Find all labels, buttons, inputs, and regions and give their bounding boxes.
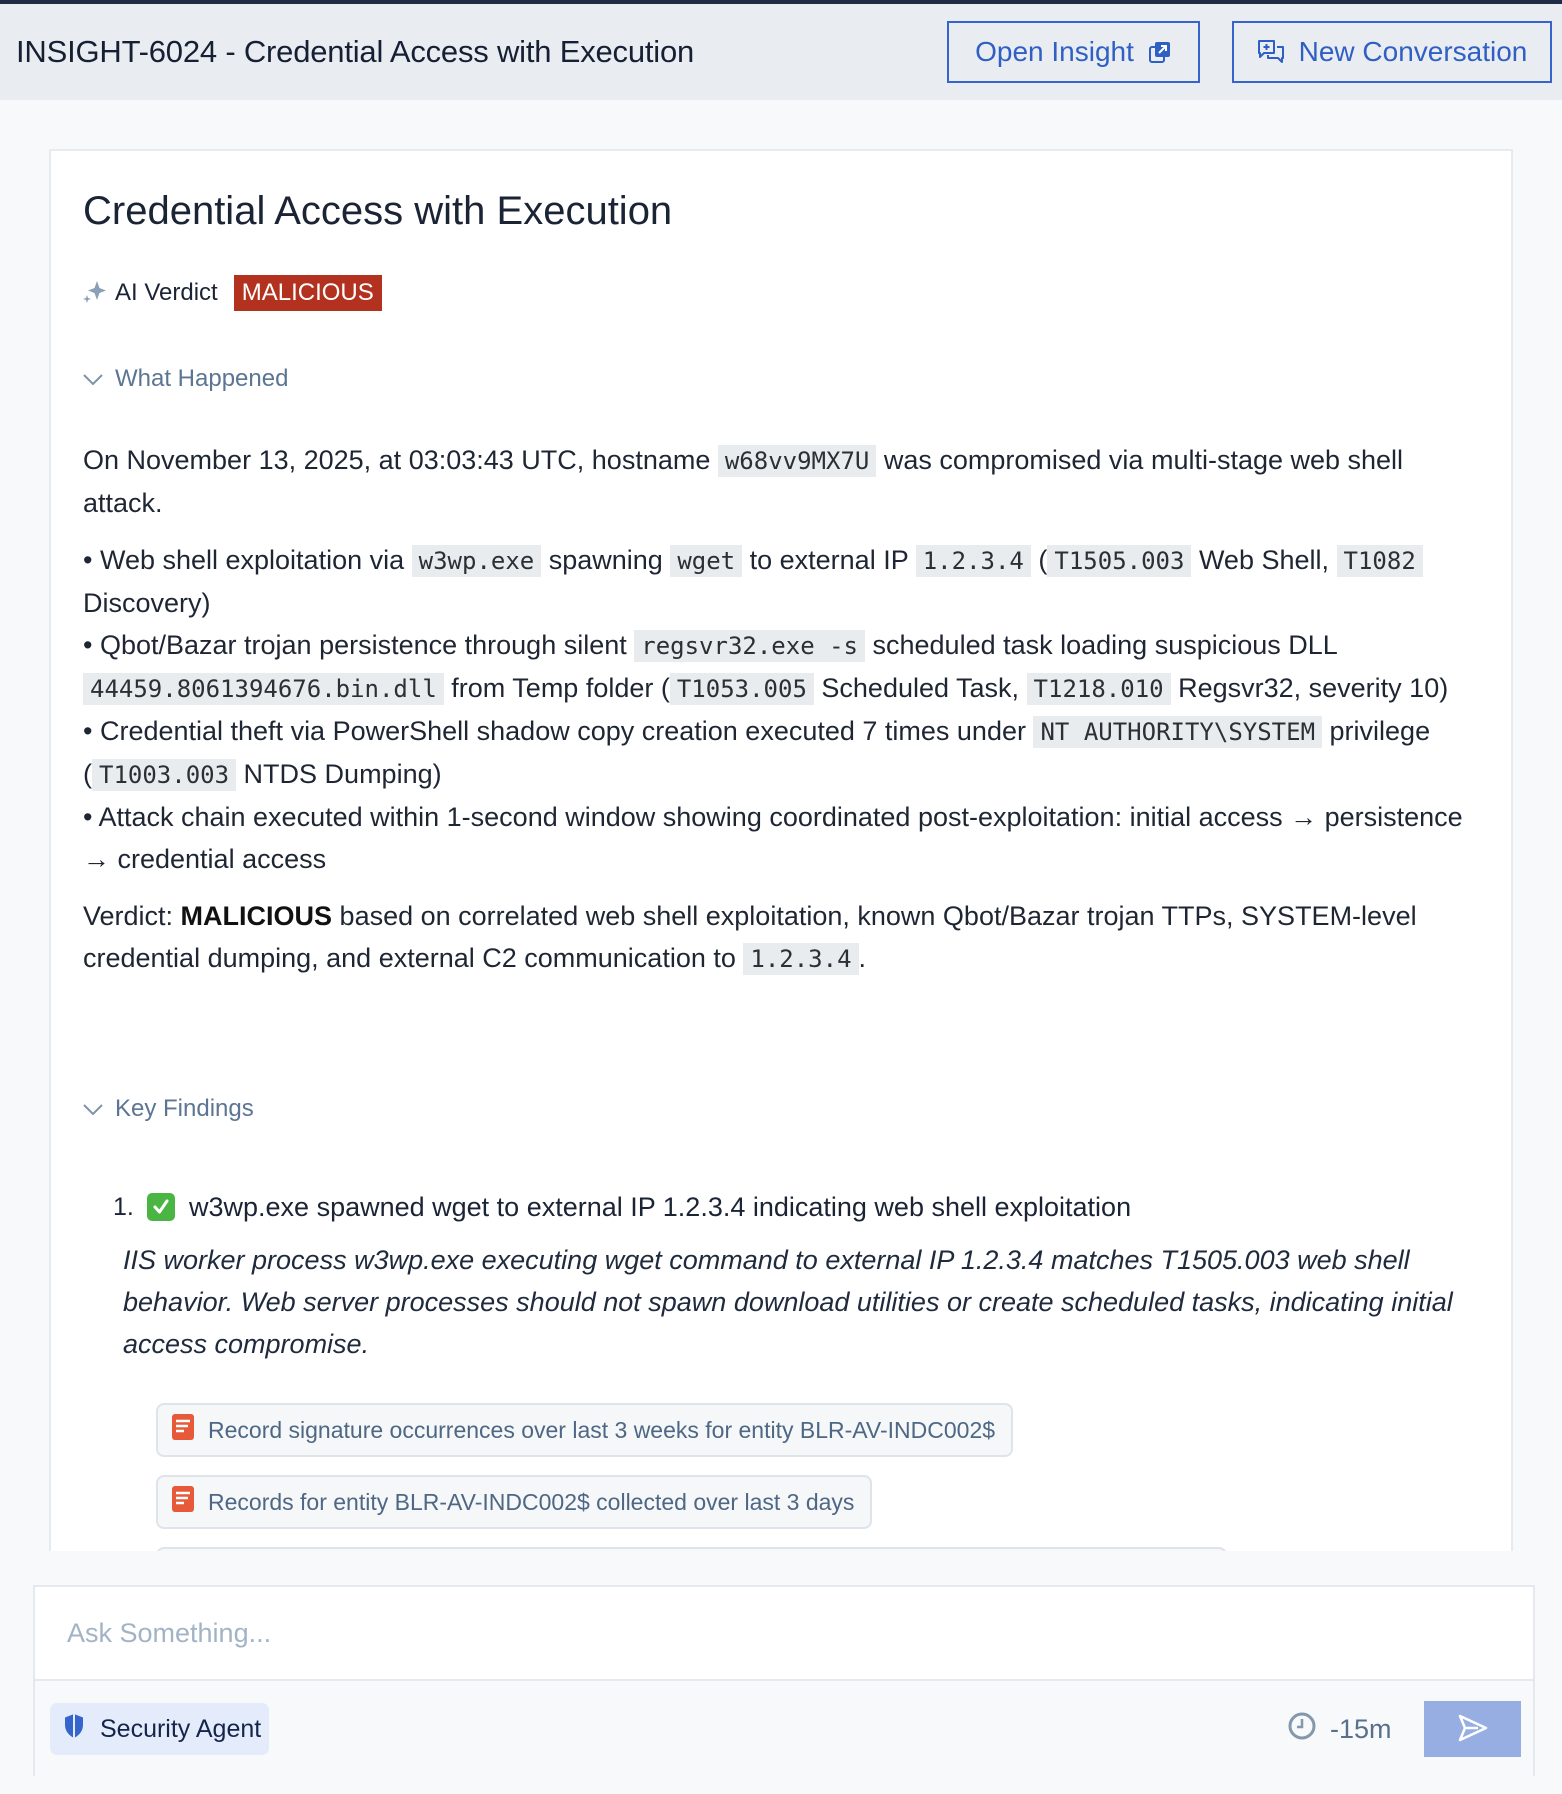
ask-input[interactable]: [35, 1587, 1533, 1679]
account-code: NT AUTHORITY\SYSTEM: [1033, 716, 1322, 748]
new-conversation-label: New Conversation: [1298, 36, 1528, 67]
text: spawning: [541, 545, 671, 575]
verdict-summary: [83, 895, 1483, 980]
text: Web Shell,: [1191, 545, 1337, 575]
technique-code: T1505.003: [1047, 545, 1191, 577]
ip-code: 1.2.3.4: [743, 943, 858, 975]
what-happened-content: [83, 439, 1483, 995]
summary-bullet: [83, 710, 1483, 796]
what-happened-label: What Happened: [115, 365, 289, 392]
summary-bullet: [83, 539, 1483, 624]
ip-code: 1.2.3.4: [916, 545, 1031, 577]
text: scheduled task loading suspicious DLL: [865, 630, 1337, 660]
text: • Credential theft via PowerShell shadow copy creation executed 7 times under: [83, 716, 1034, 746]
process-code: wget: [670, 545, 742, 577]
evidence-label: Record signature occurrences over last 3 weeks for entity BLR-AV-INDC002$: [208, 1416, 996, 1443]
insight-card: [49, 149, 1513, 1551]
file-code: 44459.8061394676.bin.dll: [83, 673, 444, 705]
hostname-code: w68vv9MX7U: [718, 445, 877, 477]
page-title: INSIGHT-6024 - Credential Access with Execution: [16, 34, 695, 69]
sparkle-icon: [83, 278, 107, 309]
document-icon: [172, 1414, 194, 1446]
text: Discovery): [83, 588, 211, 618]
text: NTDS Dumping): [236, 759, 442, 789]
send-button[interactable]: [1424, 1701, 1521, 1757]
text: privilege (: [83, 716, 1431, 789]
text: Regsvr32, severity 10): [1170, 673, 1449, 703]
chat-composer: [33, 1585, 1535, 1776]
text: from Temp folder (: [443, 673, 670, 703]
key-findings-label: Key Findings: [115, 1095, 254, 1122]
document-icon: [172, 1486, 194, 1518]
text: On November 13, 2025, at 03:03:43 UTC, hostname: [83, 445, 718, 475]
new-conversation-icon: [1257, 39, 1285, 65]
text: based on correlated web shell exploitation, known Qbot/Bazar trojan TTPs, SYSTEM-level credential dumping, and external C2 communication to: [83, 901, 1417, 973]
what-happened-toggle[interactable]: [83, 365, 288, 393]
command-code: regsvr32.exe -s: [634, 630, 865, 662]
summary-intro: [83, 439, 1483, 524]
ai-verdict-row: [83, 275, 382, 311]
shield-icon: [64, 1713, 84, 1746]
technique-code: T1218.010: [1027, 673, 1171, 705]
agent-selector[interactable]: [50, 1703, 269, 1755]
technique-code: T1082: [1337, 545, 1423, 577]
text: Scheduled Task,: [813, 673, 1027, 703]
check-mark-icon: [147, 1193, 175, 1221]
time-range-selector[interactable]: [1288, 1711, 1392, 1747]
insight-title: Credential Access with Execution: [83, 189, 673, 233]
evidence-chip[interactable]: [156, 1403, 1013, 1457]
ai-verdict-label: AI Verdict: [115, 279, 218, 306]
text: .: [858, 943, 867, 973]
summary-bullets: [83, 539, 1483, 880]
technique-code: T1053.005: [670, 673, 814, 705]
text: to external IP: [742, 545, 916, 575]
external-link-icon: [1148, 40, 1172, 64]
text: • Qbot/Bazar trojan persistence through silent: [83, 630, 635, 660]
verdict-emphasis: MALICIOUS: [180, 901, 333, 931]
text: was compromised via multi-stage web shell attack.: [83, 445, 1404, 518]
key-findings-toggle[interactable]: [83, 1095, 254, 1123]
chevron-down-icon: [83, 365, 103, 393]
agent-label: Security Agent: [100, 1714, 262, 1743]
summary-bullet: [83, 624, 1483, 710]
verdict-badge: MALICIOUS: [234, 275, 382, 311]
time-range-label: -15m: [1330, 1713, 1392, 1744]
evidence-label: Records for entity BLR-AV-INDC002$ collected over last 3 days: [208, 1488, 855, 1515]
summary-bullet: [83, 796, 1483, 880]
send-icon: [1458, 1714, 1488, 1745]
finding-description: IIS worker process w3wp.exe executing wget command to external IP 1.2.3.4 matches T1505.003 web shell behavior. Web server processes should not spawn download utilities or create scheduled tasks, indicating initial access compromise.: [123, 1245, 1453, 1359]
chevron-down-icon: [83, 1095, 103, 1123]
open-insight-button[interactable]: [947, 21, 1200, 83]
composer-toolbar: [35, 1679, 1533, 1776]
technique-code: T1003.003: [92, 759, 236, 791]
evidence-chip[interactable]: [156, 1475, 872, 1529]
clock-icon: [1288, 1712, 1316, 1747]
finding-header: [113, 1187, 1493, 1227]
finding-number: 1.: [113, 1192, 134, 1221]
process-code: w3wp.exe: [412, 545, 542, 577]
finding-title: w3wp.exe spawned wget to external IP 1.2.3.4 indicating web shell exploitation: [189, 1191, 1132, 1222]
page-header: [0, 4, 1562, 100]
evidence-chip[interactable]: [156, 1547, 1227, 1551]
text: • Web shell exploitation via: [83, 545, 412, 575]
open-insight-label: Open Insight: [975, 36, 1134, 67]
new-conversation-button[interactable]: [1232, 21, 1552, 83]
text: • Attack chain executed within 1-second window showing coordinated post-exploitation: initial access → persistence → credential access: [83, 802, 1463, 874]
text: (: [1030, 545, 1048, 575]
key-finding-item: [113, 1187, 1493, 1365]
text: Verdict:: [83, 901, 181, 931]
